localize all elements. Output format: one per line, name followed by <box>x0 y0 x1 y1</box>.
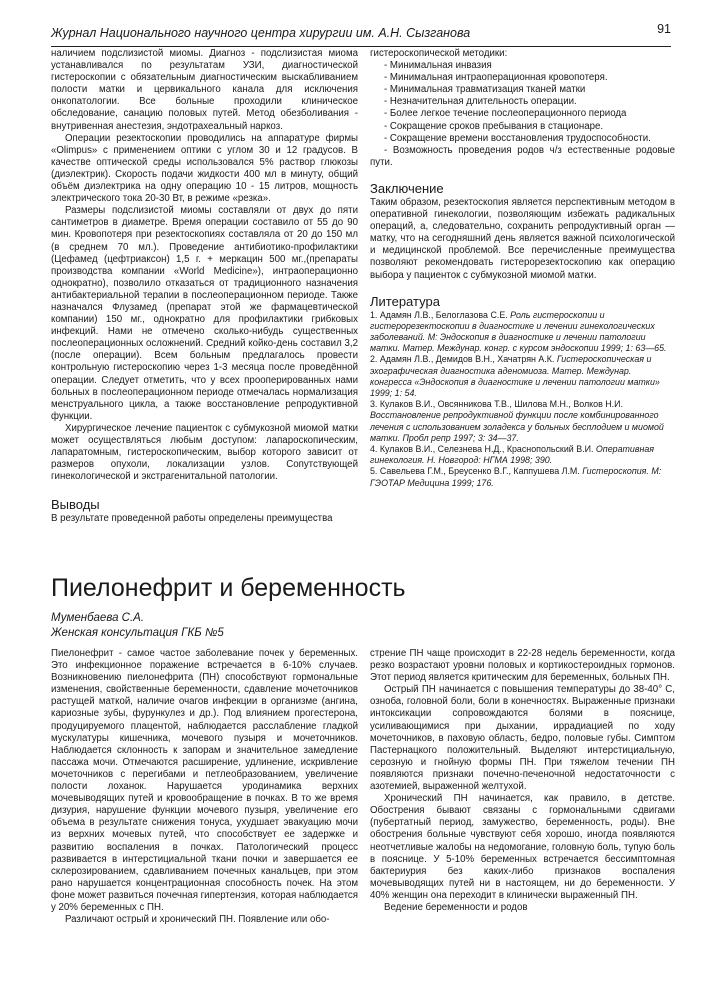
reference-authors: 2. Адамян Л.В., Демидов В.Н., Хачатрян А.К. <box>370 354 557 365</box>
conclusions-heading: Выводы <box>51 497 100 513</box>
reference-item <box>370 466 675 488</box>
list-item: - Минимальная инвазия <box>384 60 492 72</box>
paragraph: наличием подслизистой миомы. Диагноз - подслизистая миома устанавливался по результатам УЗИ, диагностической гистероскопии с обязательным диагностическим выскабливанием полости матки и цервикального канала для исключения онкопатологии. Все больные проходили клиническое обследование, санацию половых путей. Метод обезболивания - внутривенная анестезия, эндотрахеальный наркоз. <box>51 48 358 132</box>
article-title: Пиелонефрит и беременность <box>51 574 406 602</box>
list-item: - Возможность проведения родов ч/з естественные родовые пути. <box>370 144 675 168</box>
author-name: Муменбаева С.А. <box>51 612 145 624</box>
reference-source: Оперативная гинекология. Н. Новгород: НГМА 1998; 390. <box>370 444 655 466</box>
article-authors <box>51 611 224 641</box>
list-item: - Более легкое течение послеоперационного периода <box>384 108 627 120</box>
reference-source: Гистероскопия. М: ГЭОТАР Медицина 1999; 176. <box>370 466 662 488</box>
author-affiliation: Женская консультация ГКБ №5 <box>51 627 224 639</box>
reference-authors: 5. Савельева Г.М., Бреусенко В.Г., Каппушева Л.М. <box>370 466 583 477</box>
paragraph: Таким образом, резектоскопия является перспективным методом в оперативной гинекологии, позволяющим избежать радикальных операций, а, следовательно, сохранить репродуктивный орган — матку, что на сегодняшний день является важной психологической и медицинской проблемой. Все перечисленные преимущества позволяют рекомендовать гистерорезектоскопию как операцию выбора у пациенток с субмукозной миомой матки. <box>370 196 675 281</box>
reference-authors: 1. Адамян Л.В., Белоглазова С.Е. <box>370 309 511 320</box>
paragraph: Различают острый и хронический ПН. Появление или обо- <box>65 914 330 926</box>
paragraph: Ведение беременности и родов <box>384 901 528 913</box>
reference-item <box>370 310 675 355</box>
paragraph: стрение ПН чаще происходит в 22-28 недель беременности, когда резко возрастают уровни половых и кортикостероидных гормонов. Этот период является критическим для беременных, больных ПН. <box>370 648 675 684</box>
paragraph: Хронический ПН начинается, как правило, в детстве. Обострения бывают связаны с гормональными сдвигами (пубертатный период, замужество, беременность, роды). Вне обострения больные чувствуют себя хорошо, иногда появляются неотчетливые жалобы на недомогание, головную боль, тупую боль в пояснице. У 5-10% беременных встречается бессимптомная бактериурия без каких-либо признаков воспаления мочевыводящих путей ни в настоящем, ни до беременности. У 40% женщин она переходит в клинически выраженный ПН. <box>370 793 675 901</box>
right-column-bottom <box>370 648 675 914</box>
left-column-bottom <box>51 648 358 926</box>
reference-source: Восстановление репродуктивной функции после комбинированного лечения с использованием золадекса у больных бесплодием и миомой матки. Пробл репр 1997; 3: 34—37. <box>370 410 664 443</box>
page-header <box>51 22 671 47</box>
reference-item <box>370 444 675 466</box>
reference-authors: 4. Кулаков В.И., Селезнева Н.Д., Краснопольский В.И. <box>370 444 596 455</box>
right-column-top <box>370 48 675 489</box>
list-item: - Минимальная травматизация тканей матки <box>384 84 586 96</box>
references-heading: Литература <box>370 293 440 309</box>
list-item: - Незначительная длительность операции. <box>384 96 577 108</box>
reference-item <box>370 354 675 399</box>
paragraph: Размеры подслизистой миомы составляли от двух до пяти сантиметров в диаметре. Время операции составило от 55 до 90 мин. Кровопотеря при резектоскопиях составляла от 20 до 150 мл (в среднем 70 мл.). Проведение антибиотико-профилактики (Цефамед (цефтриаксон) 1,5 г. + меркацин 500 мг.,(препараты производства компании «World Medicine»), интраоперационно однократно), позволило отказаться от традиционного назначения антибактериальной терапии в послеоперационном периоде. Также назначался Флузамед (препарат этой же фармацевтической компании) 150 мг., однократно для профилактики грибковых инфекций. Нами не отмечено сколько-нибудь существенных послеоперационных осложнений. Средний койко-день составил 3,2 (после операции). Всем больным предлагалось провести контрольную гистероскопию через 1-3 месяца после проведённой операции. Следует отметить, что у всех прооперированных нами больных в послеоперационном периоде отмечалась нормализация менструального цикла, а также восстановление репродуктивной функции. <box>51 205 358 422</box>
paragraph: Хирургическое лечение пациенток с субмукозной миомой матки может осуществляться любым доступом: лапароскопическим, лапаратомным, гистероскопическим, выбор которого зависит от размеров опухоли, локализации узлов. Сопутствующей гинекологической и экстрагенитальной патологии. <box>51 422 358 483</box>
paragraph: В результате проведенной работы определены преимущества <box>51 513 333 525</box>
left-column-top <box>51 48 358 525</box>
list-item: - Сокращение сроков пребывания в стационаре. <box>384 120 604 132</box>
list-item: - Минимальная интраоперационная кровопотеря. <box>384 72 608 84</box>
paragraph: Операции резектоскопии проводились на аппаратуре фирмы «Olimpus» с применением оптики с углом 30 и 12 градусов. В качестве оптической среды использовался 5% раствор глюкозы (диэлектрик). Скорость подачи жидкости 400 мл в минуту, общий объём диэлектрика на одну операцию 10 - 15 литров, мощность электрического тока 20-30 Вт, в режиме «резка». <box>51 132 358 205</box>
page-number: 91 <box>657 22 671 36</box>
paragraph: Острый ПН начинается с повышения температуры до 38-40° С, озноба, головной боли, боли в конечностях. Выраженные признаки интоксикации сопровождаются болями в пояснице, усиливающимися при дыхании, иррадиацией по ходу мочеточников, в паховую область, бедро, половые губы. Симптом Пастернацкого положительный. Выделяют интерстициальную, серозную и гнойную формы ПН. При тяжелом течении ПН появляются признаки почечно-печеночной недостаточности с азотемией, выраженной желтухой. <box>370 684 675 793</box>
paragraph: гистероскопической методики: <box>370 48 508 59</box>
conclusion-heading: Заключение <box>370 180 444 196</box>
reference-item <box>370 399 675 444</box>
paragraph: Пиелонефрит - самое частое заболевание почек у беременных. Это инфекционное поражение встречается в 6-10% случаев. Возникновению пиелонефрита (ПН) способствуют гормональные изменения, свойственные беременности, сдавление мочеточников растущей маткой, наличие очагов инфекции в организме (ангина, кариозные зубы, фурункулез и др.). Под влиянием прогестерона, продуцируемого плацентой, наблюдается расслабление гладкой мускулатуры кишечника, мочевого пузыря и мочеточников. Наблюдается склонность к запорам и значительное замедление пассажа мочи. Отмечаются расширение, удлинение, искривление мочеточников с перегибами и петлеобразованием, увеличение полости лоханок. Нарушается уродинамика верхних мочевыводящих путей и кровообращение в почках. В то же время дизурия, нарушение функции мочевого пузыря, увеличение его объема в результате снижения тонуса, ухудшает эвакуацию мочи из верхних мочевых путей, что способствует ее задержке и развитию воспаления в почках. Патологический процесс развивается в интерстициальной ткани почки и завершается ее склерозированием, сдавливанием почечных канальцев, при этом рано нарушается концентрационная способность почек. На этом фоне может развиться почечная гипертензия, которая наблюдается у 20% беременных с ПН. <box>51 648 358 913</box>
journal-title: Журнал Национального научного центра хирургии им. А.Н. Сызганова <box>51 26 471 40</box>
reference-authors: 3. Кулаков В.И., Овсянникова Т.В., Шилова М.Н., Волков Н.И. <box>370 399 623 410</box>
reference-source: Роль гистероскопии и гистерорезектоскопии в диагностике и лечении гинекологических заболеваний. М: Эндоскопия в диагностике и лечении патологии матки. Матер. Междунар. конгр. с курсом эндоскопии 1999; 1: 63—65. <box>370 309 667 354</box>
reference-source: Гистероскопическая и эхографическая диагностика аденомиоза. Матер. Междунар. конгресса «Эндоскопия в диагностике и лечении патологии матки» 1999; 1: 54. <box>370 354 660 399</box>
list-item: - Сокращение времени восстановления трудоспособности. <box>384 132 651 144</box>
